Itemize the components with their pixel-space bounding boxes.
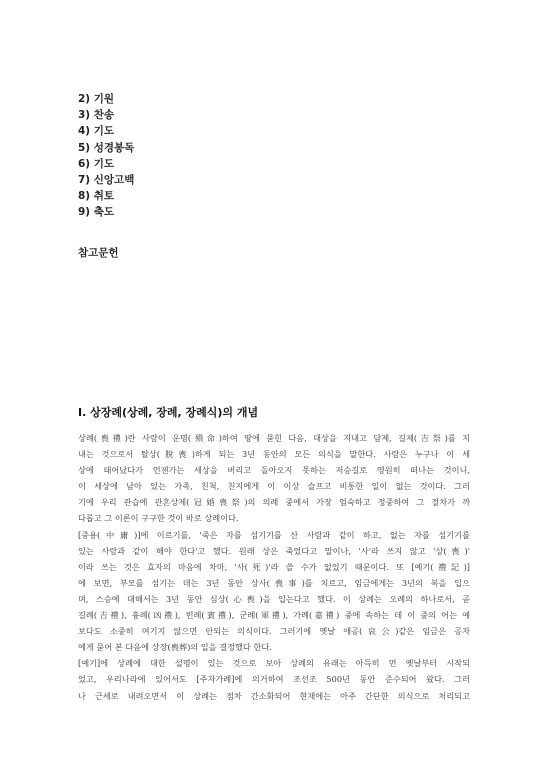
toc-item: 8) 취토	[78, 190, 115, 203]
body-line: 다롭고 그 이론이 구구한 것이 바로 상례이다.	[78, 513, 239, 524]
section-heading: Ⅰ. 상장례(상례, 장례, 장례식)의 개념	[78, 406, 259, 419]
body-line: 상에 태어났다가 언젠가는 세상을 버리고 돌아오지 못하는 저승길로 영원히 떠나는 것이니,	[78, 465, 470, 476]
toc-item: 6) 기도	[78, 157, 115, 170]
body-line: 이 세상에 남아 있는 가족, 친척, 친지에게 이 이상 슬프고 비통한 일이 없는 것이다. 그러	[78, 481, 470, 492]
body-line: [예기]에 상례에 대한 설명이 있는 것으로 보아 상례의 유래는 아득히 먼 옛날부터 시작되	[78, 658, 470, 669]
body-line: [중용(中庸)]에 이르기를, '죽은 자를 섬기기를 산 사람과 같이 하고, 없는 자를 섬기기를	[78, 529, 470, 540]
section-body	[78, 430, 470, 704]
body-line: 에 보면, 부모를 섬기는 데는 3년 동안 상사(喪事)를 치르고, 임금에게는 3년의 복을 입으	[78, 577, 470, 588]
toc-item: 5) 성경봉독	[78, 141, 135, 154]
references-heading: 참고문헌	[78, 247, 119, 259]
body-line: 기에 우리 관습에 관혼상제(冠婚喪祭)의 의례 중에서 가장 엄숙하고 정중하여 그 절차가 까	[78, 497, 470, 508]
toc-item: 2) 기원	[78, 93, 115, 105]
body-line: 며, 스승에 대해서는 3년 동안 심상(心喪)을 입는다고 했다. 이 상례는 오례의 하나로서, 곧	[78, 593, 470, 604]
body-line: 있는 사람과 같이 해야 한다'고 했다. 원래 상은 죽었다고 말이나, '사'라 쓰지 않고 '상(喪)'	[78, 545, 470, 556]
toc-item: 9) 축도	[78, 206, 115, 219]
body-line: 나 근세로 내려오면서 이 상례는 점차 간소화되어 현재에는 아주 간단한 의식으로 처리되고	[78, 690, 470, 701]
body-line: 길례(吉禮), 흉례(凶禮), 빈례(賓禮), 군례(軍禮), 가례(嘉禮) 중에 속하는 데 이 중의 어는 예	[78, 610, 470, 621]
table-of-contents	[78, 91, 378, 221]
body-line: 보다도 소중히 여기지 않으면 안되는 의식이다. 그러기에 옛날 애공(哀公)같은 임금은 공자	[78, 626, 470, 637]
toc-item: 7) 신앙고백	[78, 173, 135, 186]
body-line: 이라 쓰는 것은 효자의 마음에 차마, '사(死)'라 쓸 수가 없었기 때문이다. 또 [예기(禮記)]	[78, 561, 470, 572]
body-line: 내는 것으로서 탈상(脫喪)하게 되는 3년 동안의 모든 의식을 말한다. 사람은 누구나 이 세	[78, 449, 470, 460]
body-line: 에게 묻어 본 다음에 상장(喪葬)의 일을 결정했다 한다.	[78, 642, 272, 653]
body-line: 었고, 우리나라에 있어서도 [주자가례]에 의거하여 조선조 500년 동안 준수되어 왔다. 그러	[78, 674, 470, 685]
toc-item: 4) 기도	[78, 125, 115, 138]
toc-item: 3) 찬송	[78, 109, 115, 122]
body-line: 상례(喪禮)란 사람이 운명(殞命)하여 땅에 묻힌 다음, 대상을 지내고 담제, 길제(吉祭)를 지	[78, 433, 470, 443]
